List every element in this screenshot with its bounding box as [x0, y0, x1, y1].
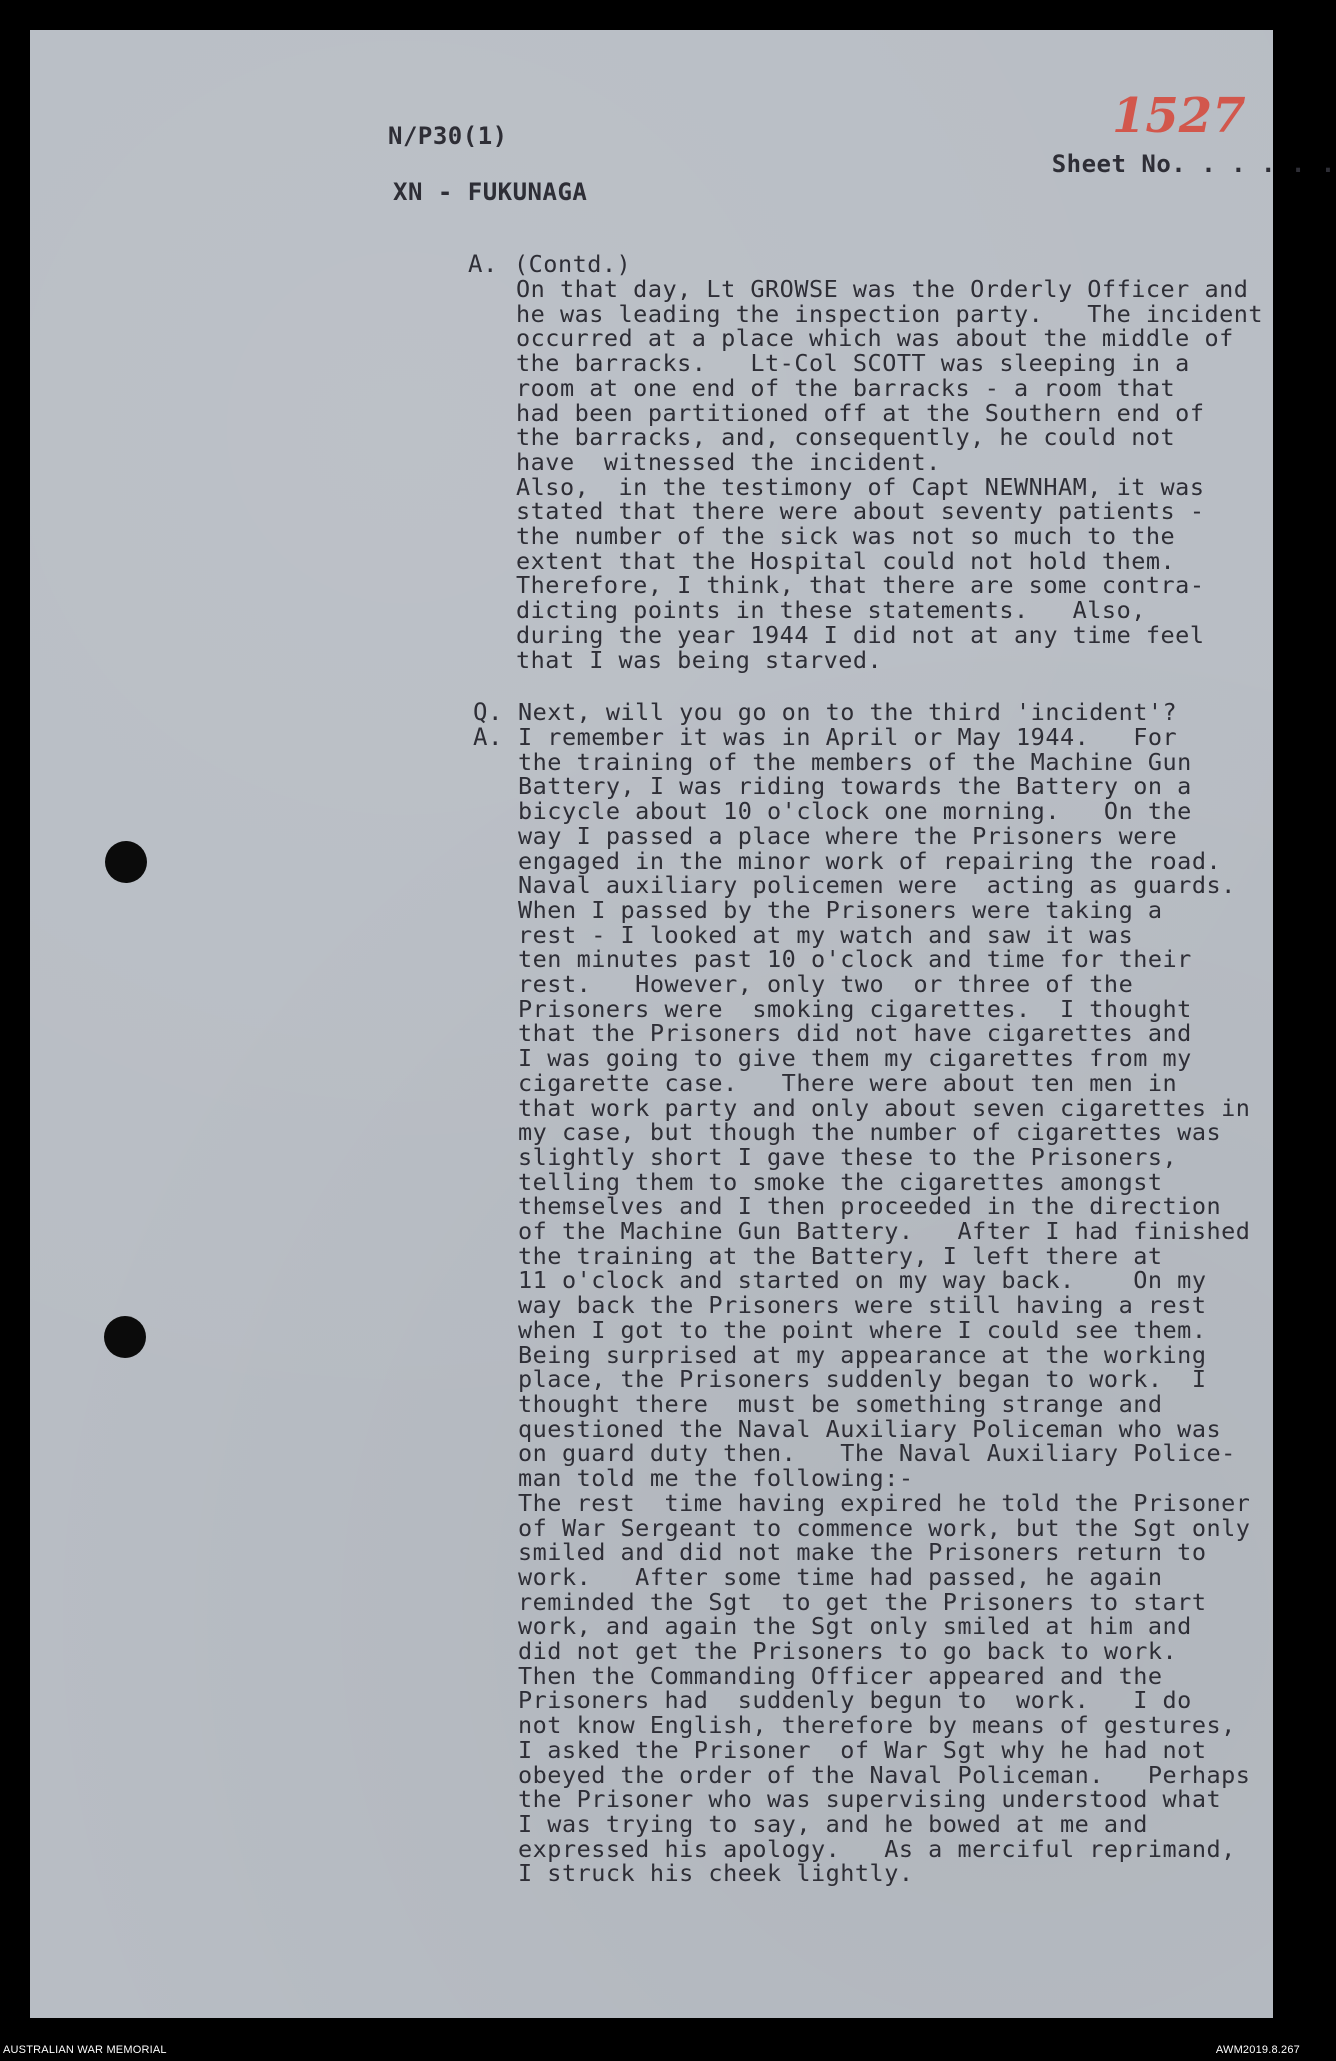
contd-answer-text: On that day, Lt GROWSE was the Orderly Officer and he was leading the inspection party. The incident occurred at a place which was about the middle of the barracks. Lt-Col SCOTT was sleeping in a room at one end of the barracks - a room that had been partitioned off at the Southern end of the barracks, and, consequently, he could not have witnessed the incident. Also, in the testimony of Capt NEWNHAM, it was stated that there were about seventy patients - the number of the sick was not so much to the extent that the Hospital could not hold them. Therefore, I think, that there are some contra- dicting points in these statements. Also, during the year 1944 I did not at any time feel that I was being starved.	[516, 275, 1264, 674]
footer-accession-number: AWM2019.8.267	[1215, 2044, 1300, 2056]
answer-label: A.	[473, 723, 503, 751]
question-text: Next, will you go on to the third 'incident'?	[518, 698, 1178, 726]
document-page	[30, 30, 1336, 2018]
punch-hole	[105, 841, 147, 883]
answer-text: I remember it was in April or May 1944. For the training of the members of the Machine Gun Battery, I was riding towards the Battery on a bicycle about 10 o'clock one morning. On the way I passed a place where the Prisoners were engaged in the minor work of repairing the road. Naval auxiliary policemen were acting as guards. When I passed by the Prisoners were taking a rest - I looked at my watch and saw it was ten minutes past 10 o'clock and time for their rest. However, only two or three of the Prisoners were smoking cigarettes. I thought that the Prisoners did not have cigarettes and I was going to give them my cigarettes from my cigarette case. There were about ten men in that work party and only about seven cigarettes in my case, but though the number of cigarettes was slightly short I gave these to the Prisoners, telling them to smoke the cigarettes amongst themselves and I then proceeded in the direction of the Machine Gun Battery. After I had finished the training at the Battery, I left there at 11 o'clock and started on my way back. On my way back the Prisoners were still having a rest when I got to the point where I could see them. Being surprised at my appearance at the working place, the Prisoners suddenly began to work. I thought there must be something strange and questioned the Naval Auxiliary Policeman who was on guard duty then. The Naval Auxiliary Police- man told me the following:- The rest time having expired he told the Prisoner of War Sergeant to commence work, but the Sgt only smiled and did not make the Prisoners return to work. After some time had passed, he again reminded the Sgt to get the Prisoners to start work, and again the Sgt only smiled at him and did not get the Prisoners to go back to work. Then the Commanding Officer appeared and the Prisoners had suddenly begun to work. I do not know English, therefore by means of gestures, I asked the Prisoner of War Sgt why he had not obeyed the order of the Naval Policeman. Perhaps the Prisoner who was supervising understood what I was trying to say, and he bowed at me and expressed his apology. As a merciful reprimand, I struck his cheek lightly.	[518, 723, 1251, 1888]
sheet-number-line	[962, 88, 1336, 234]
witness-heading: XN - FUKUNAGA	[393, 178, 588, 206]
footer-source: AUSTRALIAN WAR MEMORIAL	[3, 2044, 167, 2056]
sheet-number-handwritten: 1527	[1112, 88, 1246, 144]
sheet-number-label: Sheet No. . . . . .	[1051, 150, 1336, 178]
question-label: Q.	[473, 698, 503, 726]
answer-label: A.	[468, 250, 498, 278]
file-reference: N/P30(1)	[388, 122, 508, 150]
contd-heading: (Contd.)	[514, 250, 632, 278]
punch-hole	[104, 1316, 146, 1358]
